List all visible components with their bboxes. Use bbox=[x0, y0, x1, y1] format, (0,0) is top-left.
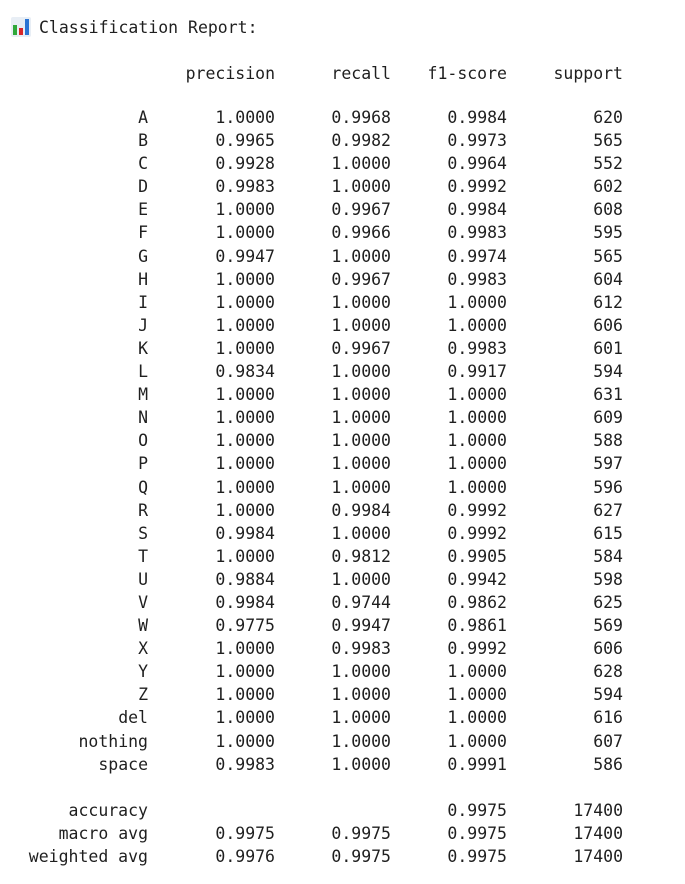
classification-report-table bbox=[0, 60, 623, 868]
class-row bbox=[0, 291, 623, 314]
f1-score-cell: 0.9973 bbox=[447, 131, 507, 151]
class-row bbox=[0, 683, 623, 706]
f1-score-cell: 1.0000 bbox=[447, 292, 507, 312]
class-row bbox=[0, 545, 623, 568]
precision-cell: 1.0000 bbox=[215, 269, 275, 289]
class-row bbox=[0, 614, 623, 637]
f1-score-cell: 1.0000 bbox=[447, 385, 507, 405]
report-title bbox=[11, 17, 258, 37]
f1-score-cell: 0.9984 bbox=[447, 108, 507, 127]
support-cell: 625 bbox=[593, 592, 623, 612]
f1-score-cell: 1.0000 bbox=[447, 315, 507, 335]
f1-score-cell: 0.9975 bbox=[447, 823, 507, 843]
support-cell: 620 bbox=[593, 108, 623, 127]
precision-cell: 1.0000 bbox=[215, 477, 275, 497]
row-label: O bbox=[138, 431, 148, 451]
row-label: M bbox=[138, 385, 148, 405]
precision-cell: 0.9984 bbox=[215, 523, 275, 543]
class-row bbox=[0, 660, 623, 683]
f1-score-cell: 0.9992 bbox=[447, 177, 507, 197]
recall-cell: 1.0000 bbox=[331, 292, 391, 312]
support-cell: 17400 bbox=[573, 846, 623, 866]
recall-cell: 0.9967 bbox=[331, 269, 391, 289]
f1-score-cell: 1.0000 bbox=[447, 708, 507, 728]
header-support: support bbox=[553, 64, 623, 83]
recall-cell: 0.9983 bbox=[331, 639, 391, 659]
recall-cell: 0.9812 bbox=[331, 546, 391, 566]
precision-cell: 1.0000 bbox=[215, 662, 275, 682]
class-row bbox=[0, 706, 623, 729]
precision-cell: 0.9975 bbox=[215, 823, 275, 843]
f1-score-cell: 0.9992 bbox=[447, 639, 507, 659]
class-row bbox=[0, 730, 623, 753]
precision-cell: 1.0000 bbox=[215, 431, 275, 451]
class-row bbox=[0, 268, 623, 291]
recall-cell: 1.0000 bbox=[331, 477, 391, 497]
row-label: H bbox=[138, 269, 148, 289]
header-recall: recall bbox=[331, 64, 391, 83]
row-label: K bbox=[138, 338, 148, 358]
row-label: W bbox=[138, 616, 148, 636]
class-row bbox=[0, 337, 623, 360]
support-cell: 607 bbox=[593, 731, 623, 751]
recall-cell: 1.0000 bbox=[331, 246, 391, 266]
f1-score-cell: 0.9983 bbox=[447, 338, 507, 358]
recall-cell: 1.0000 bbox=[331, 731, 391, 751]
class-row bbox=[0, 360, 623, 383]
precision-cell: 0.9775 bbox=[215, 616, 275, 636]
support-cell: 601 bbox=[593, 338, 623, 358]
f1-score-cell: 0.9964 bbox=[447, 154, 507, 174]
precision-cell: 1.0000 bbox=[215, 200, 275, 220]
support-cell: 598 bbox=[593, 569, 623, 589]
summary-row bbox=[0, 799, 623, 822]
recall-cell: 0.9982 bbox=[331, 131, 391, 151]
row-label: accuracy bbox=[68, 800, 148, 820]
precision-cell: 0.9884 bbox=[215, 569, 275, 589]
row-label: space bbox=[98, 754, 148, 774]
class-row bbox=[0, 314, 623, 337]
f1-score-cell: 0.9975 bbox=[447, 846, 507, 866]
precision-cell: 1.0000 bbox=[215, 708, 275, 728]
recall-cell: 1.0000 bbox=[331, 523, 391, 543]
f1-score-cell: 0.9983 bbox=[447, 269, 507, 289]
precision-cell: 0.9965 bbox=[215, 131, 275, 151]
precision-cell: 0.9984 bbox=[215, 592, 275, 612]
support-cell: 616 bbox=[593, 708, 623, 728]
class-rows bbox=[0, 88, 623, 776]
support-cell: 615 bbox=[593, 523, 623, 543]
row-label: V bbox=[138, 592, 148, 612]
support-cell: 606 bbox=[593, 315, 623, 335]
recall-cell: 0.9967 bbox=[331, 338, 391, 358]
recall-cell bbox=[275, 799, 391, 822]
row-label: Q bbox=[138, 477, 148, 497]
recall-cell: 1.0000 bbox=[331, 177, 391, 197]
row-label: D bbox=[138, 177, 148, 197]
precision-cell: 0.9983 bbox=[215, 754, 275, 774]
row-label: P bbox=[138, 454, 148, 474]
f1-score-cell: 0.9992 bbox=[447, 500, 507, 520]
f1-score-cell: 1.0000 bbox=[447, 662, 507, 682]
recall-cell: 0.9975 bbox=[331, 823, 391, 843]
support-cell: 17400 bbox=[573, 823, 623, 843]
class-row bbox=[0, 522, 623, 545]
precision-cell: 1.0000 bbox=[215, 408, 275, 428]
recall-cell: 0.9947 bbox=[331, 616, 391, 636]
row-label: weighted avg bbox=[28, 846, 148, 866]
recall-cell: 1.0000 bbox=[331, 385, 391, 405]
precision-cell: 1.0000 bbox=[215, 292, 275, 312]
f1-score-cell: 1.0000 bbox=[447, 731, 507, 751]
class-row bbox=[0, 175, 623, 198]
row-label: J bbox=[138, 315, 148, 335]
header-f1-score: f1-score bbox=[427, 64, 507, 83]
f1-score-cell: 0.9862 bbox=[447, 592, 507, 612]
row-label: I bbox=[138, 292, 148, 312]
support-cell: 604 bbox=[593, 269, 623, 289]
row-label: Y bbox=[138, 662, 148, 682]
precision-cell: 0.9947 bbox=[215, 246, 275, 266]
f1-score-cell: 0.9991 bbox=[447, 754, 507, 774]
row-label: N bbox=[138, 408, 148, 428]
recall-cell: 0.9966 bbox=[331, 223, 391, 243]
class-row bbox=[0, 637, 623, 660]
support-cell: 627 bbox=[593, 500, 623, 520]
class-row bbox=[0, 88, 623, 129]
precision-cell: 1.0000 bbox=[215, 639, 275, 659]
recall-cell: 1.0000 bbox=[331, 685, 391, 705]
support-cell: 596 bbox=[593, 477, 623, 497]
recall-cell: 0.9967 bbox=[331, 200, 391, 220]
precision-cell: 1.0000 bbox=[215, 385, 275, 405]
precision-cell: 0.9976 bbox=[215, 846, 275, 866]
class-row bbox=[0, 152, 623, 175]
f1-score-cell: 0.9974 bbox=[447, 246, 507, 266]
row-label: C bbox=[138, 154, 148, 174]
support-cell: 586 bbox=[593, 754, 623, 774]
f1-score-cell: 0.9861 bbox=[447, 616, 507, 636]
support-cell: 594 bbox=[593, 685, 623, 705]
row-label: X bbox=[138, 639, 148, 659]
recall-cell: 1.0000 bbox=[331, 569, 391, 589]
support-cell: 588 bbox=[593, 431, 623, 451]
precision-cell: 1.0000 bbox=[215, 454, 275, 474]
row-label: E bbox=[138, 200, 148, 220]
row-label: U bbox=[138, 569, 148, 589]
support-cell: 609 bbox=[593, 408, 623, 428]
precision-cell: 1.0000 bbox=[215, 500, 275, 520]
class-row bbox=[0, 129, 623, 152]
precision-cell: 0.9928 bbox=[215, 154, 275, 174]
support-cell: 612 bbox=[593, 292, 623, 312]
support-cell: 606 bbox=[593, 639, 623, 659]
row-label: nothing bbox=[78, 731, 148, 751]
support-cell: 595 bbox=[593, 223, 623, 243]
precision-cell: 1.0000 bbox=[215, 315, 275, 335]
recall-cell: 0.9975 bbox=[331, 846, 391, 866]
report-title-text: Classification Report: bbox=[39, 17, 258, 37]
precision-cell: 1.0000 bbox=[215, 338, 275, 358]
support-cell: 628 bbox=[593, 662, 623, 682]
row-label: del bbox=[118, 708, 148, 728]
recall-cell: 1.0000 bbox=[331, 408, 391, 428]
support-cell: 565 bbox=[593, 246, 623, 266]
precision-cell: 1.0000 bbox=[215, 546, 275, 566]
support-cell: 608 bbox=[593, 200, 623, 220]
recall-cell: 1.0000 bbox=[331, 454, 391, 474]
spacer-row bbox=[0, 776, 623, 799]
recall-cell: 1.0000 bbox=[331, 754, 391, 774]
summary-row bbox=[0, 822, 623, 845]
row-label: A bbox=[138, 108, 148, 127]
class-row bbox=[0, 753, 623, 776]
header-row bbox=[0, 60, 623, 88]
support-cell: 565 bbox=[593, 131, 623, 151]
row-label: S bbox=[138, 523, 148, 543]
support-cell: 569 bbox=[593, 616, 623, 636]
recall-cell: 1.0000 bbox=[331, 362, 391, 382]
recall-cell: 1.0000 bbox=[331, 315, 391, 335]
f1-score-cell: 0.9917 bbox=[447, 362, 507, 382]
row-label: T bbox=[138, 546, 148, 566]
row-label: F bbox=[138, 223, 148, 243]
class-row bbox=[0, 452, 623, 475]
support-cell: 17400 bbox=[573, 800, 623, 820]
class-row bbox=[0, 429, 623, 452]
f1-score-cell: 1.0000 bbox=[447, 477, 507, 497]
f1-score-cell: 0.9905 bbox=[447, 546, 507, 566]
row-label: R bbox=[138, 500, 148, 520]
recall-cell: 1.0000 bbox=[331, 708, 391, 728]
class-row bbox=[0, 383, 623, 406]
f1-score-cell: 0.9984 bbox=[447, 200, 507, 220]
row-label: Z bbox=[138, 685, 148, 705]
recall-cell: 1.0000 bbox=[331, 662, 391, 682]
support-cell: 552 bbox=[593, 154, 623, 174]
bar-chart-icon bbox=[11, 17, 31, 37]
precision-cell: 1.0000 bbox=[215, 223, 275, 243]
precision-cell: 1.0000 bbox=[215, 108, 275, 127]
class-row bbox=[0, 591, 623, 614]
recall-cell: 0.9744 bbox=[331, 592, 391, 612]
support-cell: 631 bbox=[593, 385, 623, 405]
precision-cell: 1.0000 bbox=[215, 685, 275, 705]
precision-cell: 0.9834 bbox=[215, 362, 275, 382]
f1-score-cell: 0.9942 bbox=[447, 569, 507, 589]
row-label: macro avg bbox=[58, 823, 148, 843]
row-label: L bbox=[138, 362, 148, 382]
support-cell: 597 bbox=[593, 454, 623, 474]
f1-score-cell: 1.0000 bbox=[447, 454, 507, 474]
recall-cell: 1.0000 bbox=[331, 431, 391, 451]
f1-score-cell: 1.0000 bbox=[447, 408, 507, 428]
support-cell: 602 bbox=[593, 177, 623, 197]
precision-cell: 1.0000 bbox=[215, 731, 275, 751]
class-row bbox=[0, 406, 623, 429]
summary-rows bbox=[0, 776, 623, 868]
header-label bbox=[0, 60, 148, 88]
precision-cell bbox=[148, 799, 275, 822]
class-row bbox=[0, 499, 623, 522]
row-label: B bbox=[138, 131, 148, 151]
precision-cell: 0.9983 bbox=[215, 177, 275, 197]
support-cell: 584 bbox=[593, 546, 623, 566]
f1-score-cell: 0.9975 bbox=[447, 800, 507, 820]
recall-cell: 0.9984 bbox=[331, 500, 391, 520]
header-precision: precision bbox=[185, 64, 275, 83]
support-cell: 594 bbox=[593, 362, 623, 382]
class-row bbox=[0, 221, 623, 244]
f1-score-cell: 1.0000 bbox=[447, 685, 507, 705]
f1-score-cell: 1.0000 bbox=[447, 431, 507, 451]
f1-score-cell: 0.9992 bbox=[447, 523, 507, 543]
summary-row bbox=[0, 845, 623, 868]
f1-score-cell: 0.9983 bbox=[447, 223, 507, 243]
class-row bbox=[0, 568, 623, 591]
recall-cell: 0.9968 bbox=[331, 108, 391, 127]
class-row bbox=[0, 245, 623, 268]
recall-cell: 1.0000 bbox=[331, 154, 391, 174]
row-label: G bbox=[138, 246, 148, 266]
class-row bbox=[0, 476, 623, 499]
class-row bbox=[0, 198, 623, 221]
